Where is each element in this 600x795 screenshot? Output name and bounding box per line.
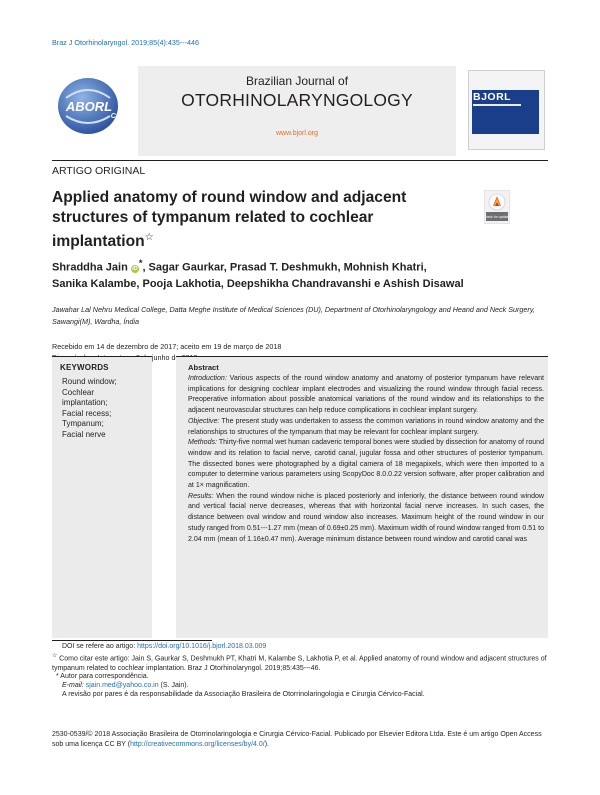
logo-suffix: CCF (110, 113, 126, 120)
header-rule (52, 160, 548, 161)
logo-text: ABORL (65, 99, 113, 114)
correspondence-mark: * (56, 673, 59, 680)
doi-prefix: DOI se refere ao artigo: (62, 643, 138, 650)
abstract-results (188, 492, 544, 546)
keyword-item: Round window; (62, 377, 117, 386)
article-title-text: Applied anatomy of round window and adjacent structures of tympanum related to cochlear implantation (52, 189, 407, 251)
received-date: Recebido em 14 de dezembro de 2017; aceito em 19 de março de 2018 (52, 342, 282, 351)
available-date: junho (151, 352, 170, 362)
cover-divider (473, 104, 521, 106)
affiliation: Jawahar Lal Nehru Medical College, Datta Meghe Institute of Medical Sciences (DU), Department of Otorhinolaryngology and Heand and Neck Surgery, Sawangi(M), Wardha, Índia (52, 305, 535, 326)
email-label: E-mail: (62, 682, 84, 689)
author-list (52, 255, 542, 293)
keyword-item: implantation; (62, 398, 108, 407)
methods-label: Methods: (188, 439, 217, 447)
keyword-item: Cochlear (62, 387, 95, 397)
keywords-heading: KEYWORDS (60, 363, 109, 372)
keyword-item: Facial nerve (62, 429, 106, 439)
cover-title: BJORL (473, 91, 512, 103)
keyword-item: Facial recess; (62, 408, 112, 418)
introduction-label: Introduction: (188, 375, 227, 382)
abstract-heading: Abstract (188, 363, 219, 372)
title-footnote-mark[interactable]: ☆ (144, 232, 154, 243)
doi-link[interactable]: https://doi.org/10.1016/j.bjorl.2018.03.009 (137, 643, 267, 650)
objective-text: The present study was undertaken to assess the common variations in round window anatomy and the relationships to structures of the tympanum that may be relevant for cochlear implant surgery. (188, 417, 544, 436)
section-type: ARTIGO ORIGINAL (52, 165, 146, 177)
doi-footnote (52, 642, 548, 652)
peer-review-text: A revisão por pares é da responsabilidade da Associação Brasileira de Otorrinolaringologia e Cirurgia Cérvico-Facial. (62, 691, 425, 698)
journal-subtitle: Brazilian Journal of (245, 74, 349, 88)
corresponding-mark[interactable]: * (138, 258, 143, 268)
author-line-2: Sanika Kalambe, Pooja Lakhotia, Deepshikha Chandravanshi e Ashish Disawal (52, 278, 464, 291)
abstract-introduction (188, 374, 544, 417)
copyright-notice (52, 730, 548, 750)
copyright-text: 2530-0539/© 2018 Associação Brasileira de Otorrinolaringologia e Cirurgia Cérvico-Facial. Publicado por Elsevier Editora Ltda. Este é um artigo Open Access sob uma licença CC BY ( (52, 731, 542, 748)
check-updates-label: Check for updates (484, 215, 510, 219)
copyright-end: ). (264, 740, 269, 748)
article-title (52, 188, 452, 252)
abstract-objective (188, 417, 544, 438)
email-link[interactable]: sjain.med@yahoo.co.in (85, 682, 159, 689)
aborl-logo (52, 76, 128, 136)
objective-label: Objective: (188, 417, 220, 425)
correspondence-text: Autor para correspondência. (58, 673, 149, 680)
journal-citation[interactable]: Braz J Otorhinolaryngol. 2019;85(4):435---446 (52, 38, 200, 47)
author-line-1: , Sagar Gaurkar, Prasad T. Deshmukh, Mohnish Khatri, (142, 261, 427, 274)
abstract-methods (188, 438, 544, 492)
journal-url[interactable]: www.bjorl.org (275, 130, 318, 137)
introduction-text: Various aspects of the round window anatomy and anatomy of posterior tympanum have relevant implications for designing cochlear implant electrodes and visualizing the round window through facial recess. Preoperative information about possible anatomical variations of the round window and its relationships to the adjacent neurovascular structures can help reduce complications in cochlear implant surgery. (188, 375, 544, 415)
methods-text: Thirty-five normal wet human cadaveric temporal bones were studied by dissection for anatomy of round window and its relation to facial nerve, carotid canal, jugular fossa and other structures of posterior tympanum. The dissected bones were photographed by a digital camera of 18 megapixels, which were then imported to a computer to determine various parameters using ScopyDoc 8.0.0.22 version software, after proper calibration and at 1× magnification. (188, 439, 544, 490)
keyword-item: Tympanum; (62, 419, 104, 428)
citation-footnote-text: Como citar este artigo: Jain S, Gaurkar S, Deshmukh PT, Khatri M, Kalambe S, Lakhotia P, et al. Applied anatomy of round window and adjacent structures of tympanum related to cochlear implantation. Braz J Otorhinolaryngol. 2019;85:435---46. (52, 655, 547, 673)
orcid-icon[interactable]: iD (132, 265, 138, 272)
footnote-rule (52, 640, 212, 641)
abstract-body (188, 374, 544, 636)
license-link[interactable]: http://creativecommons.org/licenses/by/4.0/ (130, 740, 265, 748)
results-label: Results: (188, 492, 214, 500)
journal-title: OTORHINOLARYNGOLOGY (181, 90, 413, 110)
author-first: Shraddha Jain (52, 261, 128, 274)
citation-footnote-mark: ☆ (52, 653, 58, 659)
check-for-updates-badge[interactable] (484, 190, 510, 224)
results-text: When the round window niche is placed posteriorly and inferiorly, the distance between round window and vertical facial nerve decreases, whereas that with horizontal facial nerve increases. In such cases, the distance between oval window and round window also increases. Maximum height of the round window in our study ranged from 0.51---1.27 mm (mean of 0.69±0.25 mm). Maximum width of round window ranged from 0.51 to 2.04 mm (mean of 1.16±0.47 mm). Average minimum distance between round window and carotid canal was (188, 492, 544, 543)
email-suffix: (S. Jain). (158, 682, 189, 689)
peer-review-note (52, 690, 548, 700)
citation-footnote (52, 652, 548, 674)
